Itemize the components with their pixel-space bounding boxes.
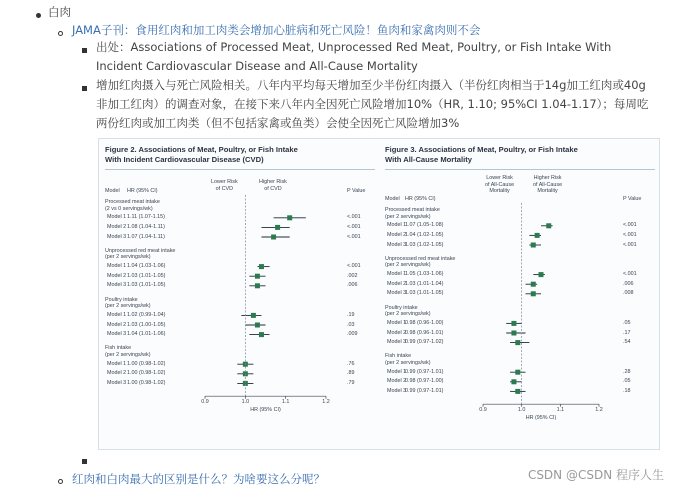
panel2-group-label: Poultry intake — [105, 296, 138, 303]
panel2-row-pvalue: <.001 — [347, 233, 361, 240]
panel3-row-pvalue: .05 — [623, 319, 631, 326]
panel3-row-pvalue: .54 — [623, 339, 631, 346]
panel3-row-pvalue: .28 — [623, 368, 631, 375]
panel3-row-model: Model 1 — [387, 271, 407, 278]
panel2-hr-marker — [251, 313, 256, 318]
panel2-row-ci: 1.04 (1.01-1.06) — [127, 331, 166, 338]
panel3-group-label: (per 2 servings/wk) — [385, 213, 431, 220]
panel2-x-tick-label: 0.9 — [201, 399, 209, 406]
panel3-row-model: Model 2 — [387, 231, 407, 238]
panel2-hr-marker — [259, 264, 264, 269]
panel3-row-ci: 1.03 (1.01-1.04) — [405, 280, 444, 287]
panel3-row-ci: 1.04 (1.02-1.05) — [405, 231, 444, 238]
panel2-group-label: (per 2 servings/wk) — [105, 352, 151, 358]
panel3-group-label: (per 2 servings/wk) — [385, 360, 431, 366]
panel3-row-ci: 1.05 (1.03-1.06) — [405, 271, 444, 278]
finding-paragraph: 增加红肉摄入与死亡风险相关。八年内平均每天增加至少半份红肉摄入（半份红肉相当于14g加工红肉或40g非加工红肉）的调查对象，在接下来八年内全因死亡风险增加10%（HR, 1.10; 95%CI 1.04-1.17）；每周吃两份红肉或加工肉类（但不包括家禽或鱼类）会使全因死亡风险增加3% — [96, 78, 649, 130]
panel2-group-label: (per 2 servings/wk) — [105, 303, 151, 310]
level1-bullet — [36, 13, 41, 18]
fig2-title-line2: With Incident Cardiovascular Disease (CVD) — [105, 155, 264, 164]
panel2-row-ci: 1.00 (0.98-1.02) — [127, 370, 166, 377]
panel3-row-model: Model 1 — [387, 319, 407, 326]
panel3-row-ci: 1.03 (1.01-1.05) — [405, 290, 444, 297]
panel3-x-tick-label: 0.9 — [479, 407, 487, 414]
panel3-x-axis-label: HR (95% CI) — [525, 415, 557, 422]
panel3-x-tick-label: 1.0 — [517, 407, 526, 414]
panel3-hr-marker — [535, 233, 540, 238]
fig2-col-model: Model — [105, 188, 120, 194]
panel2-row-model: Model 2 — [107, 272, 127, 279]
panel2-row-ci: 1.02 (0.99-1.04) — [127, 311, 166, 318]
panel2-hr-marker — [255, 274, 260, 279]
panel3-row-pvalue: <.001 — [623, 222, 637, 229]
fig2-title-rule — [105, 169, 375, 170]
panel2-row-model: Model 3 — [107, 282, 127, 289]
fig2-title-line1: Figure 2. Associations of Meat, Poultry, or Fish Intake — [105, 145, 298, 154]
panel3-x-tick-label: 1.2 — [595, 407, 603, 414]
panel2-row-pvalue: <.001 — [347, 214, 361, 221]
jama-article-link[interactable]: JAMA子刊：食用红肉和加工肉类会增加心脏病和死亡风险！鱼肉和家禽肉则不会 — [72, 23, 481, 37]
fig2-col-p: P Value — [347, 188, 366, 194]
panel3-row-ci: 0.98 (0.96-1.01) — [405, 329, 444, 336]
forest-plot-svg — [99, 139, 661, 451]
panel3-hr-marker — [511, 379, 516, 384]
panel2-group-label: Unprocessed red meat intake — [105, 247, 176, 254]
panel2-row-pvalue: .76 — [347, 360, 355, 367]
panel2-row-pvalue: .03 — [347, 321, 355, 328]
panel3-group-label: Poultry intake — [385, 304, 418, 311]
fig2-col-higher: Higher Risk of CVD — [259, 179, 287, 192]
panel3-hr-marker — [511, 321, 516, 326]
panel2-group-label: Processed meat intake — [105, 199, 160, 205]
fig3-col-model: Model — [385, 196, 400, 202]
panel3-row-ci: 1.07 (1.05-1.08) — [405, 222, 444, 229]
panel2-x-tick-label: 1.1 — [281, 399, 290, 406]
fig3-title-rule — [385, 169, 655, 170]
panel3-row-model: Model 2 — [387, 280, 407, 287]
panel2-row-model: Model 2 — [107, 370, 127, 377]
panel2-row-pvalue: .79 — [347, 379, 355, 386]
panel3-hr-marker — [515, 370, 520, 375]
panel2-row-model: Model 1 — [107, 311, 127, 318]
outline-level1-text: 白肉 — [48, 5, 71, 19]
panel2-hr-marker — [255, 283, 260, 288]
panel3-row-model: Model 3 — [387, 387, 407, 394]
panel2-row-ci: 1.03 (1.00-1.05) — [127, 321, 166, 328]
panel2-row-model: Model 2 — [107, 223, 127, 230]
fig3-col-hr: HR (95% CI) — [405, 196, 436, 202]
panel2-row-ci: 1.03 (1.01-1.05) — [127, 272, 166, 279]
panel2-row-model: Model 3 — [107, 379, 127, 386]
panel3-group-label: (per 2 servings/wk) — [385, 311, 431, 318]
panel2-row-model: Model 1 — [107, 214, 127, 221]
panel3-row-model: Model 1 — [387, 368, 407, 375]
source-citation: 出处：Associations of Processed Meat, Unprocessed Red Meat, Poultry, or Fish Intake With Incident Cardiovascular Disease and All-Cause Mortality — [96, 40, 612, 73]
panel3-row-pvalue: <.001 — [623, 241, 637, 248]
panel3-row-pvalue: .008 — [623, 290, 634, 297]
panel3-hr-marker — [511, 331, 516, 336]
panel3-row-pvalue: <.001 — [623, 271, 637, 278]
panel2-hr-marker — [259, 332, 264, 337]
panel2-hr-marker — [287, 215, 292, 220]
panel3-group-label: Processed meat intake — [385, 207, 440, 213]
panel2-row-ci: 1.03 (1.01-1.05) — [127, 282, 166, 289]
fig3-col-higher: Higher Risk of All-Cause Mortality — [533, 175, 563, 195]
panel2-group-label: (per 2 servings/wk) — [105, 254, 151, 261]
fig3-col-lower: Lower Risk of All-Cause Mortality — [485, 175, 515, 195]
panel3-group-label: (per 2 servings/wk) — [385, 262, 431, 269]
panel2-row-pvalue: <.001 — [347, 263, 361, 270]
panel3-row-ci: 0.99 (0.97-1.01) — [405, 387, 444, 394]
panel3-row-ci: 0.99 (0.97-1.02) — [405, 339, 444, 346]
red-vs-white-meat-link[interactable]: 红肉和白肉最大的区别是什么？为啥要这么分呢？ — [72, 472, 325, 486]
panel2-row-model: Model 1 — [107, 360, 127, 367]
panel2-row-model: Model 2 — [107, 321, 127, 328]
panel3-row-ci: 0.98 (0.96-1.00) — [405, 319, 444, 326]
panel3-group-label: Fish intake — [385, 353, 412, 360]
level3-bullet-finding — [82, 86, 87, 91]
panel2-hr-marker — [271, 235, 276, 240]
panel3-row-model: Model 3 — [387, 339, 407, 346]
fig3-col-p: P Value — [623, 196, 642, 202]
panel3-group-label: Unprocessed red meat intake — [385, 255, 456, 262]
panel3-row-pvalue: .05 — [623, 378, 631, 385]
csdn-watermark: CSDN @CSDN 程序人生 — [527, 468, 664, 482]
panel2-row-ci: 1.00 (0.98-1.02) — [127, 360, 166, 367]
panel3-row-pvalue: .17 — [623, 329, 631, 336]
panel3-hr-marker — [546, 223, 551, 228]
panel2-row-pvalue: <.001 — [347, 223, 361, 230]
panel2-hr-marker — [255, 323, 260, 328]
panel2-group-label: (2 vs 0 servings/wk) — [105, 205, 153, 212]
panel3-row-ci: 1.03 (1.02-1.05) — [405, 241, 444, 248]
panel2-x-tick-label: 1.2 — [322, 399, 330, 406]
panel3-hr-marker — [539, 272, 544, 277]
fig3-title-line1: Figure 3. Associations of Meat, Poultry, or Fish Intake — [385, 145, 578, 154]
panel2-hr-marker — [275, 225, 280, 230]
panel3-hr-marker — [531, 282, 536, 287]
panel3-row-ci: 0.99 (0.97-1.01) — [405, 368, 444, 375]
panel3-row-ci: 0.98 (0.97-1.00) — [405, 378, 444, 385]
panel2-row-pvalue: .002 — [347, 272, 358, 279]
panel2-row-pvalue: .19 — [347, 311, 355, 318]
panel3-row-pvalue: .18 — [623, 387, 631, 394]
panel2-row-ci: 1.07 (1.04-1.11) — [127, 233, 165, 240]
panel2-row-pvalue: .89 — [347, 370, 355, 377]
panel3-row-model: Model 2 — [387, 329, 407, 336]
panel3-row-pvalue: <.001 — [623, 231, 637, 238]
panel2-row-ci: 1.08 (1.04-1.11) — [127, 223, 165, 230]
level3-bullet-source — [82, 48, 87, 53]
fig2-col-lower: Lower Risk of CVD — [211, 179, 238, 192]
panel2-row-ci: 1.00 (0.98-1.02) — [127, 379, 166, 386]
panel2-row-model: Model 1 — [107, 263, 127, 270]
fig3-title-line2: With All-Cause Mortality — [385, 155, 472, 164]
panel2-x-tick-label: 1.0 — [241, 399, 250, 406]
level2-bullet — [58, 31, 63, 36]
panel2-row-pvalue: .006 — [347, 282, 358, 289]
panel3-x-tick-label: 1.1 — [556, 407, 565, 414]
panel3-hr-marker — [531, 243, 536, 248]
level3-bullet-empty — [82, 459, 87, 464]
panel2-row-pvalue: .009 — [347, 331, 358, 338]
panel3-row-model: Model 3 — [387, 241, 407, 248]
panel3-hr-marker — [515, 340, 520, 345]
forest-plot-figure — [98, 138, 660, 450]
panel3-row-model: Model 1 — [387, 222, 407, 229]
panel3-row-pvalue: .006 — [623, 280, 634, 287]
panel3-hr-marker — [515, 389, 520, 394]
panel2-group-label: Fish intake — [105, 345, 132, 352]
level2-bullet-next — [58, 479, 63, 484]
panel2-row-model: Model 3 — [107, 331, 127, 338]
panel2-row-model: Model 3 — [107, 233, 127, 240]
panel3-hr-marker — [531, 291, 536, 296]
panel2-row-ci: 1.11 (1.07-1.15) — [127, 214, 165, 221]
panel2-row-ci: 1.04 (1.03-1.06) — [127, 263, 166, 270]
panel3-row-model: Model 2 — [387, 378, 407, 385]
fig2-col-hr: HR (95% CI) — [127, 188, 158, 194]
panel3-row-model: Model 3 — [387, 290, 407, 297]
panel2-x-axis-label: HR (95% CI) — [250, 407, 281, 414]
